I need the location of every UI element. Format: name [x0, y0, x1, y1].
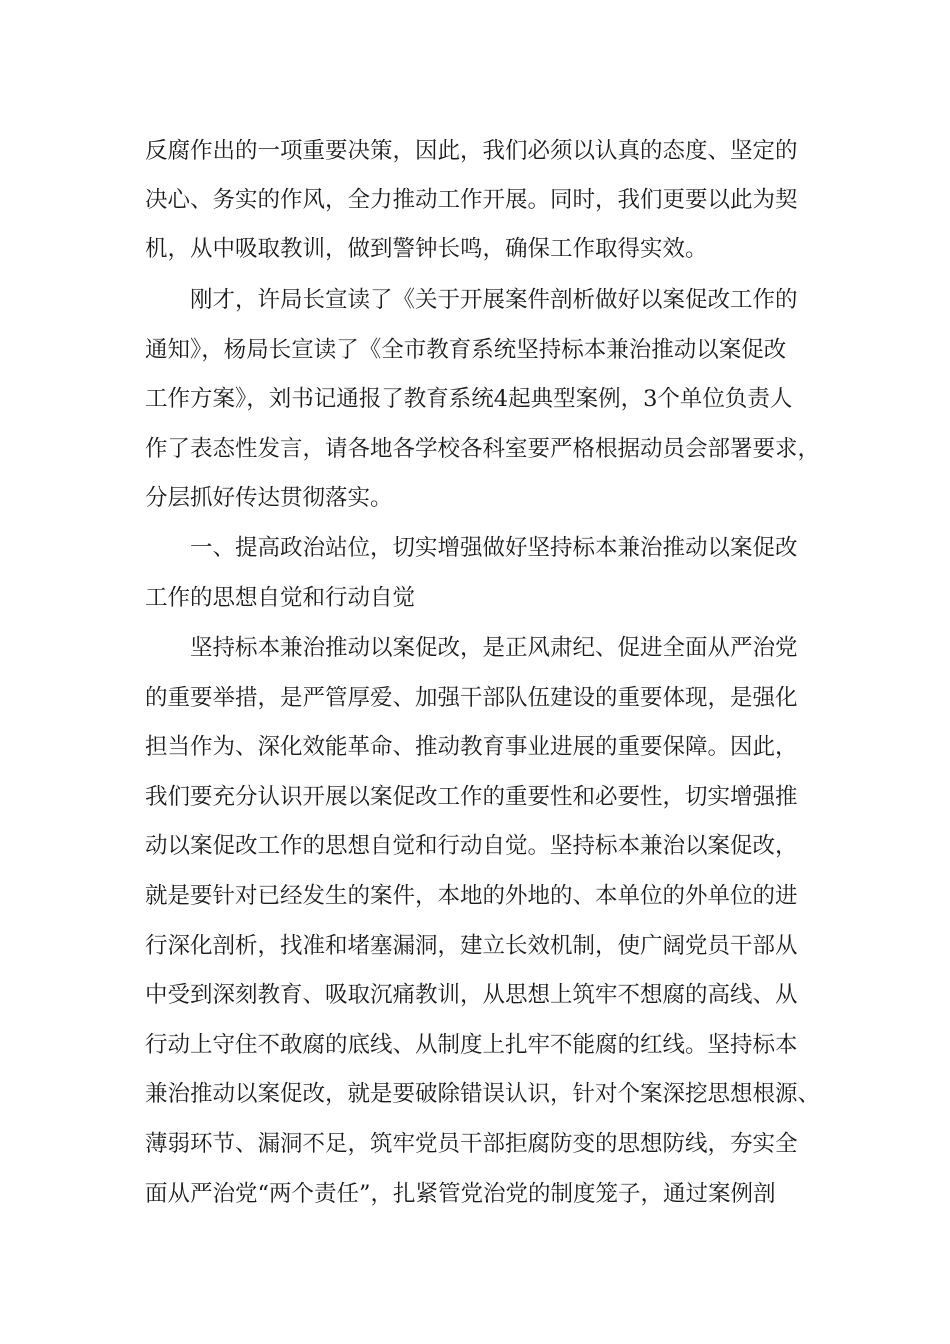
text-line: 决心、务实的作风，全力推动工作开展。同时，我们更要以此为契	[145, 187, 798, 213]
text-line: 反腐作出的一项重要决策，因此，我们必须以认真的态度、坚定的	[145, 138, 798, 164]
text-line: 就是要针对已经发生的案件，本地的外地的、本单位的外单位的进	[145, 883, 798, 909]
paragraph-first-line: 刚才，许局长宣读了《关于开展案件剖析做好以案促改工作的	[190, 287, 798, 313]
text-line: 工作方案》，刘书记通报了教育系统4起典型案例，3个单位负责人	[145, 386, 793, 412]
section-heading-line: 工作的思想自觉和行动自觉	[145, 585, 416, 611]
text-line: 通知》，杨局长宣读了《全市教育系统坚持标本兼治推动以案促改	[145, 337, 787, 363]
text-line: 动以案促改工作的思想自觉和行动自觉。坚持标本兼治以案促改，	[145, 833, 798, 859]
text-line: 面从严治党“两个责任”，扎紧管党治党的制度笼子，通过案例剖	[145, 1181, 776, 1207]
text-line: 的重要举措，是严管厚爱、加强干部队伍建设的重要体现，是强化	[145, 685, 798, 711]
paragraph-first-line: 坚持标本兼治推动以案促改，是正风肃纪、促进全面从严治党	[190, 635, 798, 661]
text-line: 行深化剖析，找准和堵塞漏洞，建立长效机制，使广阔党员干部从	[145, 933, 798, 959]
text-line: 我们要充分认识开展以案促改工作的重要性和必要性，切实增强推	[145, 784, 798, 810]
text-line: 担当作为、深化效能革命、推动教育事业进展的重要保障。因此，	[145, 734, 798, 760]
text-line: 薄弱环节、漏洞不足，筑牢党员干部拒腐防变的思想防线，夯实全	[145, 1131, 798, 1157]
text-line: 中受到深刻教育、吸取沉痛教训，从思想上筑牢不想腐的高线、从	[145, 982, 798, 1008]
text-line: 兼治推动以案促改，就是要破除错误认识，针对个案深挖思想根源、	[145, 1081, 821, 1107]
text-line: 作了表态性发言，请各地各学校各科室要严格根据动员会部署要求，	[145, 436, 821, 462]
text-line: 机，从中吸取教训，做到警钟长鸣，确保工作取得实效。	[145, 236, 708, 262]
text-line: 行动上守住不敢腐的底线、从制度上扎牢不能腐的红线。坚持标本	[145, 1032, 798, 1058]
text-line: 分层抓好传达贯彻落实。	[145, 485, 393, 511]
section-heading-line: 一、提高政治站位，切实增强做好坚持标本兼治推动以案促改	[190, 535, 798, 561]
